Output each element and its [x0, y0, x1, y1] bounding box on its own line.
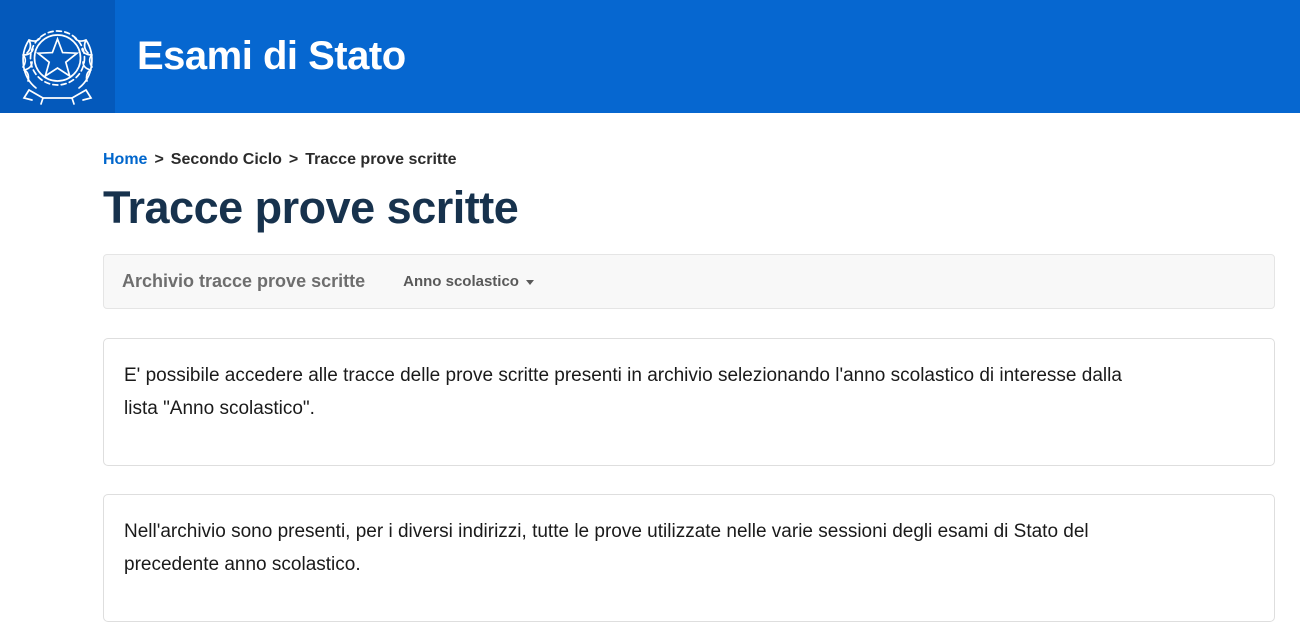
info-box-archive-access — [103, 338, 1275, 466]
italy-emblem-icon — [9, 8, 106, 106]
breadcrumb-home-link[interactable]: Home — [103, 151, 148, 168]
info-box-text: E' possibile accedere alle tracce delle prove scritte presenti in archivio selezionando l'anno scolastico di interesse dalla lista "Anno scolastico". — [124, 364, 1122, 419]
info-box-text: Nell'archivio sono presenti, per i diversi indirizzi, tutte le prove utilizzate nelle varie sessioni degli esami di Stato del precedente anno scolastico. — [124, 520, 1089, 575]
republic-emblem-logo[interactable] — [0, 0, 115, 113]
breadcrumb-separator: > — [288, 151, 299, 168]
page-title: Tracce prove scritte — [103, 182, 519, 233]
breadcrumb-current-page: Tracce prove scritte — [305, 151, 457, 168]
chevron-down-icon — [526, 280, 534, 285]
app-title: Esami di Stato — [137, 34, 406, 78]
breadcrumb-separator: > — [154, 151, 164, 168]
info-box-archive-content — [103, 494, 1275, 622]
anno-scolastico-dropdown-label: Anno scolastico — [403, 272, 519, 290]
archive-toolbar — [103, 254, 1275, 309]
app-header — [0, 0, 1300, 113]
tab-archivio-tracce[interactable]: Archivio tracce prove scritte — [122, 270, 366, 291]
breadcrumb — [103, 151, 1275, 169]
anno-scolastico-dropdown[interactable] — [403, 273, 534, 290]
main-content — [103, 151, 1275, 622]
breadcrumb-secondo-ciclo-link[interactable]: Secondo Ciclo — [170, 151, 282, 168]
